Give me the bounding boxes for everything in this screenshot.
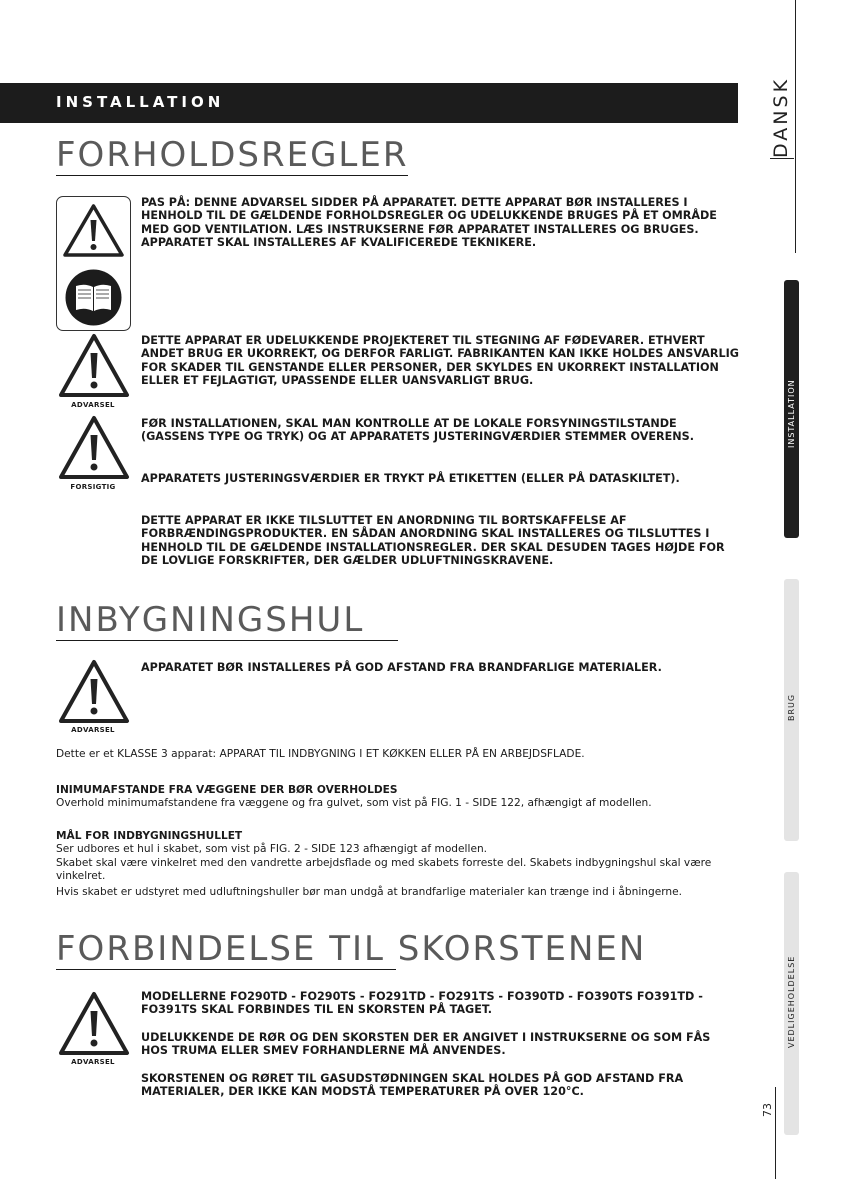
appliance-class-text: Dette er et KLASSE 3 apparat: APPARAT TIL INDBYGNING I ET KØKKEN ELLER PÅ EN ARBEJDSFLADE. [56,748,585,760]
chimney-notice-2: UDELUKKENDE DE RØR OG DEN SKORSTEN DER ER ANGIVET I INSTRUKSERNE OG SOM FÅS HOS TRUMA ELLER SMEV FORHANDLERNE MÅ ANVENDES. [141,1031,711,1058]
forsigtig-label: FORSIGTIG [70,483,116,491]
margin-rule-bottom [775,1087,776,1179]
title-underline [56,640,398,641]
min-distance-heading: INIMUMAFSTANDE FRA VÆGGENE DER BØR OVERHOLDES [56,784,398,796]
precaution-notice-1: PAS PÅ: DENNE ADVARSEL SIDDER PÅ APPARATET. DETTE APPARAT BØR INSTALLERES I HENHOLD TIL DE GÆLDENDE FORHOLDSREGLER OG UDELUKKENDE BRUGES PÅ ET OMRÅDE MED GOD VENTILATION. LÆS INSTRUKSERNE FØR APPARATET INSTALLERES OG BRUGES. APPARATET SKAL INSTALLERES AF KVALIFICEREDE TEKNIKERE. [141,196,717,250]
min-distance-text: Overhold minimumafstandene fra væggene og fra gulvet, som vist på FIG. 1 - SIDE 122, afhængigt af modellen. [56,797,652,809]
section-header-bar [0,83,738,123]
precautions-title: FORHOLDSREGLER [56,135,409,175]
margin-rule-top [795,0,796,253]
chimney-notice-1: MODELLERNE FO290TD - FO290TS - FO291TD - FO291TS - FO390TD - FO390TS FO391TD - FO391TS SKAL FORBINDES TIL EN SKORSTEN PÅ TAGET. [141,990,703,1017]
open-book-icon [64,268,123,327]
advarsel-label: ADVARSEL [71,401,115,409]
cavity-dimensions-line-3: Hvis skabet er udstyret med udluftningshuller bør man undgå at brandfarlige materialer kan trænge ind i åbningerne. [56,886,682,898]
cavity-dimensions-heading: MÅL FOR INDBYGNINGSHULLET [56,830,243,842]
tab-installation-label: INSTALLATION [787,379,796,448]
section-header-label: INSTALLATION [56,93,225,111]
chimney-notice-3: SKORSTENEN OG RØRET TIL GASUDSTØDNINGEN SKAL HOLDES PÅ GOD AFSTAND FRA MATERIALER, DER IKKE KAN MODSTÅ TEMPERATURER PÅ OVER 120°C. [141,1072,684,1099]
precaution-notice-5: DETTE APPARAT ER IKKE TILSLUTTET EN ANORDNING TIL BORTSKAFFELSE AF FORBRÆNDINGSPRODUKTER. EN SÅDAN ANORDNING SKAL INSTALLERES OG TILSLUTTES I HENHOLD TIL DE GÆLDENDE INSTALLATIONSREGLER. DER SKAL DESUDEN TAGES HØJDE FOR DE LOVLIGE FORSKRIFTER, DER GÆLDER UDLUFTNINGSKRAVENE. [141,514,725,568]
advarsel-label: ADVARSEL [71,1058,115,1066]
tab-vedligeholdelse-label: VEDLIGEHOLDELSE [787,955,796,1048]
caution-triangle-icon [58,415,130,481]
cavity-dimensions-line-2: Skabet skal være vinkelret med den vandrette arbejdsflade og med skabets forreste del. Skabets indbygningshul skal være vinkelret. [56,857,712,883]
tab-installation[interactable] [784,280,799,538]
chimney-title: FORBINDELSE TIL SKORSTENEN [56,929,647,969]
language-label: DANSK [770,76,792,158]
advarsel-label: ADVARSEL [71,726,115,734]
title-underline [56,175,408,176]
warning-triangle-icon [62,203,125,258]
precaution-notice-3: FØR INSTALLATIONEN, SKAL MAN KONTROLLE AT DE LOKALE FORSYNINGSTILSTANDE (GASSENS TYPE OG TRYK) OG AT APPARATETS JUSTERINGVÆRDIER STEMMER OVERENS. [141,417,694,444]
warning-triangle-icon [58,991,130,1057]
page-number: 73 [761,1103,774,1117]
warning-triangle-icon [58,333,130,399]
title-underline [56,969,396,970]
warning-triangle-icon [58,659,130,725]
tab-brug-label: BRUG [787,693,796,721]
tab-brug[interactable] [784,579,799,841]
precaution-notice-4: APPARATETS JUSTERINGSVÆRDIER ER TRYKT PÅ ETIKETTEN (ELLER PÅ DATASKILTET). [141,472,680,485]
precaution-notice-2: DETTE APPARAT ER UDELUKKENDE PROJEKTERET TIL STEGNING AF FØDEVARER. ETHVERT ANDET BRUG ER UKORREKT, OG DERFOR FARLIGT. FABRIKANTEN KAN IKKE HOLDES ANSVARLIG FOR SKADER TIL GENSTANDE ELLER PERSONER, DER SKYLDES EN UKORREKT INSTALLATION ELLER ET FEJLAGTIGT, UPASSENDE ELLER UANSVARLIGT BRUG. [141,334,739,388]
cavity-title: INBYGNINGSHUL [56,603,364,637]
cavity-warning: APPARATET BØR INSTALLERES PÅ GOD AFSTAND FRA BRANDFARLIGE MATERIALER. [141,661,662,674]
cavity-dimensions-line-1: Ser udbores et hul i skabet, som vist på FIG. 2 - SIDE 123 afhængigt af modellen. [56,843,488,855]
language-rule [770,158,794,159]
tab-vedligeholdelse[interactable] [784,872,799,1135]
